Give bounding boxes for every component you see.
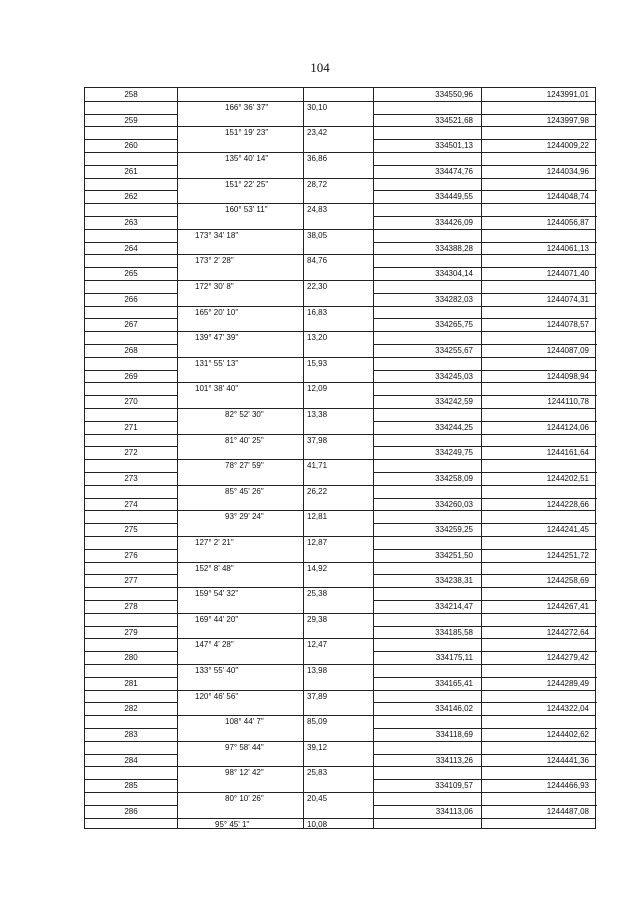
row-divider [373,779,597,780]
row-divider [85,190,177,191]
point-number: 260 [124,141,138,151]
direction-angle: 81° 40' 25" [225,435,264,445]
row-divider [85,126,595,127]
x-coordinate: 334550,96 [435,90,473,99]
row-divider [85,779,177,780]
row-divider [85,574,177,575]
row-divider [85,613,595,614]
y-coordinate: 1244228,66 [546,499,589,509]
point-number: 284 [124,755,138,765]
segment-length: 12,81 [307,512,328,522]
y-coordinate: 1244048,74 [546,192,589,202]
row-divider [85,434,595,435]
y-coordinate: 1244009,22 [546,141,589,151]
row-divider [85,114,177,115]
row-divider [85,139,177,140]
row-divider [85,549,177,550]
row-divider [85,638,595,639]
y-coordinate: 1244487,08 [546,806,589,816]
segment-length: 13,98 [307,666,328,675]
row-divider [85,318,177,319]
row-divider [85,498,177,499]
y-coordinate: 1244098,94 [546,371,589,381]
y-coordinate: 1244110,78 [547,397,589,407]
x-coordinate: 334501,13 [435,141,473,151]
row-divider [373,446,597,447]
row-divider [373,216,597,217]
point-number: 269 [124,371,138,381]
direction-angle: 173° 2' 28" [195,256,234,266]
segment-length: 23,42 [307,128,328,138]
direction-angle: 95° 45' 1" [215,819,250,829]
y-coordinate: 1244466,93 [546,781,589,791]
point-number: 283 [124,730,138,739]
y-coordinate: 1244124,06 [546,422,589,432]
row-divider [85,459,595,460]
row-divider [85,690,595,691]
segment-length: 12,87 [307,538,328,547]
y-coordinate: 1244322,04 [546,704,589,714]
segment-length: 16,83 [307,307,328,317]
x-coordinate: 334146,02 [435,704,473,714]
point-number: 270 [124,397,138,407]
row-divider [85,587,595,588]
direction-angle: 139° 47' 39" [195,333,239,343]
row-divider [373,318,597,319]
row-divider [373,600,597,601]
segment-length: 39,12 [307,742,328,752]
x-coordinate: 334282,03 [435,294,473,304]
segment-length: 28,72 [307,179,328,189]
row-divider [373,498,597,499]
segment-length: 38,05 [307,230,328,240]
row-divider [85,728,177,729]
row-divider [85,229,595,230]
point-number: 275 [124,525,138,535]
y-coordinate: 1244402,62 [546,730,589,739]
x-coordinate: 334214,47 [435,602,473,611]
y-coordinate: 1244071,40 [546,269,589,279]
segment-length: 12,47 [307,640,328,650]
point-number: 282 [124,704,138,714]
row-divider [85,792,595,793]
segment-length: 37,98 [307,435,328,445]
point-number: 258 [124,90,138,99]
segment-length: 36,86 [307,154,328,163]
y-coordinate: 1244161,64 [546,448,589,458]
segment-length: 12,09 [307,384,328,394]
row-divider [85,651,177,652]
row-divider [85,805,177,806]
segment-length: 22,30 [307,282,328,291]
point-number: 265 [124,269,138,279]
row-divider [85,254,595,255]
row-divider [373,523,597,524]
point-number: 264 [124,243,138,253]
point-number: 273 [124,474,138,483]
segment-length: 25,38 [307,589,328,599]
point-number: 266 [124,294,138,304]
x-coordinate: 334388,28 [435,243,473,253]
row-divider [85,408,595,409]
x-coordinate: 334304,14 [435,269,473,279]
direction-angle: 173° 34' 18" [195,230,239,240]
row-divider [373,472,597,473]
y-coordinate: 1244279,42 [546,653,589,663]
segment-length: 30,10 [307,102,328,112]
direction-angle: 80° 10' 26" [225,794,264,803]
point-number: 259 [124,115,138,125]
row-divider [85,741,595,742]
x-coordinate: 334260,03 [435,499,473,509]
row-divider [373,702,597,703]
point-number: 281 [124,678,138,688]
point-number: 285 [124,781,138,791]
x-coordinate: 334259,25 [435,525,473,535]
row-divider [85,203,595,204]
row-divider [85,280,595,281]
row-divider [85,754,177,755]
direction-angle: 97° 58' 44" [225,742,264,752]
direction-angle: 85° 45' 26" [225,486,264,496]
x-coordinate: 334521,68 [435,115,473,125]
x-coordinate: 334113,06 [435,806,473,816]
x-coordinate: 334175,11 [435,653,473,663]
point-number: 280 [124,653,138,663]
row-divider [85,677,177,678]
row-divider [85,766,595,767]
y-coordinate: 1244272,64 [546,627,589,637]
row-divider [373,754,597,755]
x-coordinate: 334118,69 [435,730,473,739]
direction-angle: 133° 55' 40" [195,666,239,675]
row-divider [85,485,595,486]
segment-length: 15,93 [307,358,328,368]
x-coordinate: 334449,55 [435,192,473,202]
direction-angle: 165° 20' 10" [195,307,239,317]
x-coordinate: 334255,67 [435,346,473,355]
point-number: 268 [124,346,138,355]
x-coordinate: 334265,75 [435,320,473,330]
direction-angle: 93° 29' 24" [225,512,264,522]
y-coordinate: 1244056,87 [546,218,589,227]
row-divider [373,370,597,371]
y-coordinate: 1244267,41 [546,602,589,611]
point-number: 262 [124,192,138,202]
row-divider [85,562,595,563]
point-number: 276 [124,550,138,560]
x-coordinate: 334185,58 [435,627,473,637]
y-coordinate: 1244258,69 [546,576,589,586]
page-number: 104 [310,60,330,75]
point-number: 272 [124,448,138,458]
direction-angle: 135° 40' 14" [225,154,269,163]
point-number: 277 [124,576,138,586]
direction-angle: 159° 54' 32" [195,589,239,599]
row-divider [85,536,595,537]
x-coordinate: 334258,09 [435,474,473,483]
y-coordinate: 1244241,45 [546,525,589,535]
row-divider [85,242,177,243]
direction-angle: 151° 19' 23" [225,128,269,138]
point-number: 261 [124,166,138,176]
row-divider [85,267,177,268]
row-divider [85,293,177,294]
y-coordinate: 1243997,98 [546,115,589,125]
y-coordinate: 1244289,49 [546,678,589,688]
row-divider [85,446,177,447]
segment-length: 84,76 [307,256,328,266]
row-divider [373,805,597,806]
row-divider [373,395,597,396]
x-coordinate: 334245,03 [435,371,473,381]
direction-angle: 172° 30' 8" [195,282,234,291]
y-coordinate: 1244074,31 [546,294,589,304]
row-divider [85,152,595,153]
x-coordinate: 334238,31 [435,576,473,586]
row-divider [85,715,595,716]
x-coordinate: 334113,26 [435,755,473,765]
segment-length: 20,45 [307,794,328,803]
segment-length: 41,71 [307,461,328,471]
direction-angle: 152° 8' 48" [195,563,234,573]
row-divider [373,165,597,166]
segment-length: 37,89 [307,691,328,701]
x-coordinate: 334165,41 [435,678,473,688]
survey-coordinates-table [84,87,596,829]
x-coordinate: 334249,75 [435,448,473,458]
direction-angle: 151° 22' 25" [225,179,269,189]
row-divider [85,626,177,627]
row-divider [85,165,177,166]
y-coordinate: 1243991,01 [546,90,589,99]
direction-angle: 78° 27' 59" [225,461,264,471]
row-divider [373,190,597,191]
row-divider [373,728,597,729]
row-divider [85,600,177,601]
direction-angle: 98° 12' 42" [225,768,264,778]
point-number: 279 [124,627,138,637]
row-divider [373,677,597,678]
row-divider [85,382,595,383]
row-divider [85,101,595,102]
row-divider [85,818,595,819]
x-coordinate: 334251,50 [435,550,473,560]
direction-angle: 82° 52' 30" [225,410,264,419]
row-divider [85,216,177,217]
x-coordinate: 334109,57 [435,781,473,791]
point-number: 274 [124,499,138,509]
point-number: 271 [124,422,138,432]
x-coordinate: 334474,76 [435,166,473,176]
row-divider [85,421,177,422]
row-divider [373,549,597,550]
y-coordinate: 1244078,57 [546,320,589,330]
direction-angle: 169° 44' 20" [195,614,239,624]
row-divider [85,510,595,511]
x-coordinate: 334426,09 [435,218,473,227]
row-divider [373,267,597,268]
y-coordinate: 1244087,09 [546,346,589,355]
direction-angle: 160° 53' 11" [225,205,268,215]
y-coordinate: 1244202,51 [546,474,589,483]
direction-angle: 120° 46' 56" [195,691,239,701]
segment-length: 14,92 [307,563,328,573]
row-divider [85,370,177,371]
row-divider [373,344,597,345]
segment-length: 24,83 [307,205,328,215]
row-divider [373,421,597,422]
row-divider [85,472,177,473]
point-number: 267 [124,320,138,330]
direction-angle: 101° 38' 40" [195,384,239,394]
y-coordinate: 1244061,13 [546,243,589,253]
segment-length: 13,38 [307,410,328,419]
segment-length: 26,22 [307,486,328,496]
row-divider [373,574,597,575]
direction-angle: 131° 55' 13" [195,358,239,368]
point-number: 263 [124,218,138,227]
x-coordinate: 334244,25 [435,422,473,432]
direction-angle: 147° 4' 28" [195,640,234,650]
row-divider [85,357,595,358]
segment-length: 13,20 [307,333,328,343]
y-coordinate: 1244441,36 [546,755,589,765]
row-divider [85,344,177,345]
y-coordinate: 1244251,72 [546,550,589,560]
row-divider [373,626,597,627]
row-divider [373,651,597,652]
segment-length: 10,08 [307,819,328,829]
column-divider [177,88,178,828]
direction-angle: 108° 44' 7" [225,717,264,727]
direction-angle: 127° 2' 21" [195,538,234,547]
row-divider [85,664,595,665]
row-divider [373,242,597,243]
segment-length: 85,09 [307,717,328,727]
row-divider [85,331,595,332]
row-divider [85,178,595,179]
x-coordinate: 334242,59 [435,397,473,407]
row-divider [85,523,177,524]
row-divider [85,395,177,396]
segment-length: 25,83 [307,768,328,778]
segment-length: 29,38 [307,614,328,624]
row-divider [373,293,597,294]
row-divider [85,702,177,703]
row-divider [85,306,595,307]
row-divider [373,114,597,115]
direction-angle: 166° 36' 37" [225,102,269,112]
row-divider [373,139,597,140]
point-number: 286 [124,806,138,816]
point-number: 278 [124,602,138,611]
y-coordinate: 1244034,96 [546,166,589,176]
